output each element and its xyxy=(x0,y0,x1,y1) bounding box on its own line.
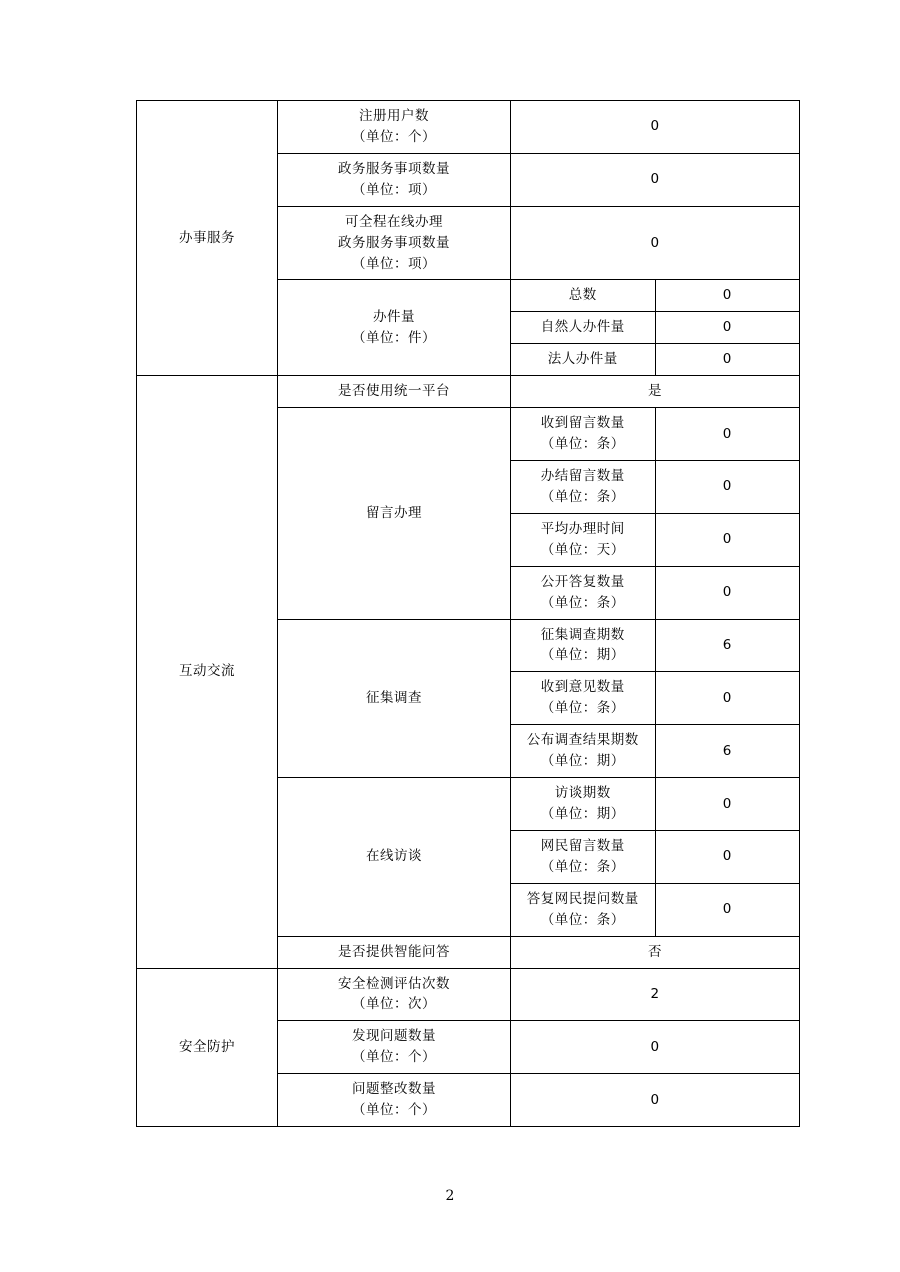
text-line: 收到留言数量 xyxy=(540,415,625,432)
text-line: （单位：天） xyxy=(540,541,625,558)
text-line: 0 xyxy=(722,795,732,812)
text-line: 自然人办件量 xyxy=(540,319,625,336)
text-line: （单位：条） xyxy=(540,911,625,928)
website-statistics-table xyxy=(136,100,800,1127)
text-line: 0 xyxy=(650,171,660,188)
sub-item-cell xyxy=(511,778,656,831)
sub-item-cell xyxy=(511,344,656,376)
text-line: （单位：个） xyxy=(352,1102,436,1119)
text-line: 公开答复数量 xyxy=(540,573,625,590)
text-line: 是否使用统一平台 xyxy=(338,383,450,400)
text-line: 可全程在线办理 xyxy=(345,213,443,230)
text-line: 0 xyxy=(722,531,732,548)
text-line: 0 xyxy=(722,478,732,495)
text-line: （单位：条） xyxy=(540,436,625,453)
value-cell xyxy=(655,513,800,566)
text-line: 公布调查结果期数 xyxy=(526,732,639,749)
text-line: 0 xyxy=(650,118,660,135)
value-cell xyxy=(655,830,800,883)
text-line: 6 xyxy=(722,636,732,653)
text-line: 总数 xyxy=(568,287,597,304)
text-line: 平均办理时间 xyxy=(540,520,625,537)
text-line: （单位：期） xyxy=(540,753,625,770)
item-cell xyxy=(278,778,511,937)
text-line: 访谈期数 xyxy=(554,785,611,802)
page-number: 2 xyxy=(445,1188,455,1204)
sub-item-cell xyxy=(511,619,656,672)
text-line: （单位：条） xyxy=(540,858,625,875)
category-cell xyxy=(137,101,278,376)
table-row xyxy=(137,968,800,1021)
table-row xyxy=(137,101,800,154)
text-line: 答复网民提问数量 xyxy=(526,890,639,907)
item-cell xyxy=(278,936,511,968)
value-cell xyxy=(655,460,800,513)
text-line: 0 xyxy=(650,1091,660,1108)
text-line: 0 xyxy=(722,584,732,601)
text-line: （单位：项） xyxy=(352,181,436,198)
category-cell xyxy=(137,376,278,968)
text-line: 收到意见数量 xyxy=(540,679,625,696)
sub-item-cell xyxy=(511,280,656,312)
text-line: （单位：件） xyxy=(352,329,436,346)
text-line: 办结留言数量 xyxy=(540,467,625,484)
sub-item-cell xyxy=(511,408,656,461)
sub-item-cell xyxy=(511,513,656,566)
value-cell xyxy=(655,619,800,672)
text-line: 征集调查期数 xyxy=(540,626,625,643)
text-line: 政务服务事项数量 xyxy=(338,160,450,177)
text-line: 互动交流 xyxy=(179,663,235,680)
value-cell xyxy=(511,936,800,968)
text-line: 0 xyxy=(722,689,732,706)
sub-item-cell xyxy=(511,566,656,619)
item-cell xyxy=(278,280,511,376)
category-cell xyxy=(137,968,278,1127)
item-cell xyxy=(278,1074,511,1127)
item-cell xyxy=(278,206,511,280)
text-line: （单位：期） xyxy=(540,805,625,822)
text-line: 安全检测评估次数 xyxy=(338,975,450,992)
item-cell xyxy=(278,376,511,408)
value-cell xyxy=(655,883,800,936)
value-cell xyxy=(655,778,800,831)
text-line: 办事服务 xyxy=(179,229,235,246)
text-line: （单位：期） xyxy=(540,647,625,664)
text-line: 在线访谈 xyxy=(366,848,422,865)
item-cell xyxy=(278,408,511,619)
text-line: 0 xyxy=(722,425,732,442)
text-line: 征集调查 xyxy=(366,689,422,706)
text-line: 问题整改数量 xyxy=(352,1081,436,1098)
text-line: 0 xyxy=(650,1038,660,1055)
text-line: 0 xyxy=(722,848,732,865)
value-cell xyxy=(511,968,800,1021)
sub-item-cell xyxy=(511,312,656,344)
text-line: 留言办理 xyxy=(366,504,422,521)
text-line: （单位：条） xyxy=(540,488,625,505)
text-line: 办件量 xyxy=(373,308,415,325)
sub-item-cell xyxy=(511,460,656,513)
value-cell xyxy=(655,408,800,461)
table-row xyxy=(137,376,800,408)
value-cell xyxy=(655,344,800,376)
value-cell xyxy=(655,280,800,312)
text-line: 是 xyxy=(648,383,662,400)
text-line: 网民留言数量 xyxy=(540,837,625,854)
value-cell xyxy=(511,1074,800,1127)
text-line: 6 xyxy=(722,742,732,759)
text-line: 否 xyxy=(648,943,662,960)
value-cell xyxy=(655,312,800,344)
text-line: （单位：条） xyxy=(540,700,625,717)
value-cell xyxy=(511,1021,800,1074)
item-cell xyxy=(278,1021,511,1074)
text-line: 政务服务事项数量 xyxy=(338,234,450,251)
text-line: （单位：项） xyxy=(352,255,436,272)
text-line: 0 xyxy=(722,319,732,336)
sub-item-cell xyxy=(511,672,656,725)
text-line: 2 xyxy=(650,985,660,1002)
text-line: 是否提供智能问答 xyxy=(338,943,450,960)
value-cell xyxy=(511,376,800,408)
text-line: 法人办件量 xyxy=(547,351,618,368)
text-line: （单位：个） xyxy=(352,1049,436,1066)
value-cell xyxy=(511,206,800,280)
text-line: （单位：条） xyxy=(540,594,625,611)
text-line: 0 xyxy=(722,287,732,304)
text-line: （单位：个） xyxy=(352,128,436,145)
text-line: 0 xyxy=(722,351,732,368)
text-line: 0 xyxy=(722,901,732,918)
value-cell xyxy=(655,566,800,619)
sub-item-cell xyxy=(511,725,656,778)
text-line: 0 xyxy=(650,234,660,251)
text-line: 安全防护 xyxy=(179,1038,235,1055)
item-cell xyxy=(278,968,511,1021)
sub-item-cell xyxy=(511,883,656,936)
value-cell xyxy=(655,725,800,778)
value-cell xyxy=(511,101,800,154)
sub-item-cell xyxy=(511,830,656,883)
value-cell xyxy=(511,153,800,206)
item-cell xyxy=(278,619,511,778)
item-cell xyxy=(278,101,511,154)
value-cell xyxy=(655,672,800,725)
text-line: 发现问题数量 xyxy=(352,1028,436,1045)
item-cell xyxy=(278,153,511,206)
text-line: （单位：次） xyxy=(352,996,436,1013)
text-line: 注册用户数 xyxy=(359,108,429,124)
